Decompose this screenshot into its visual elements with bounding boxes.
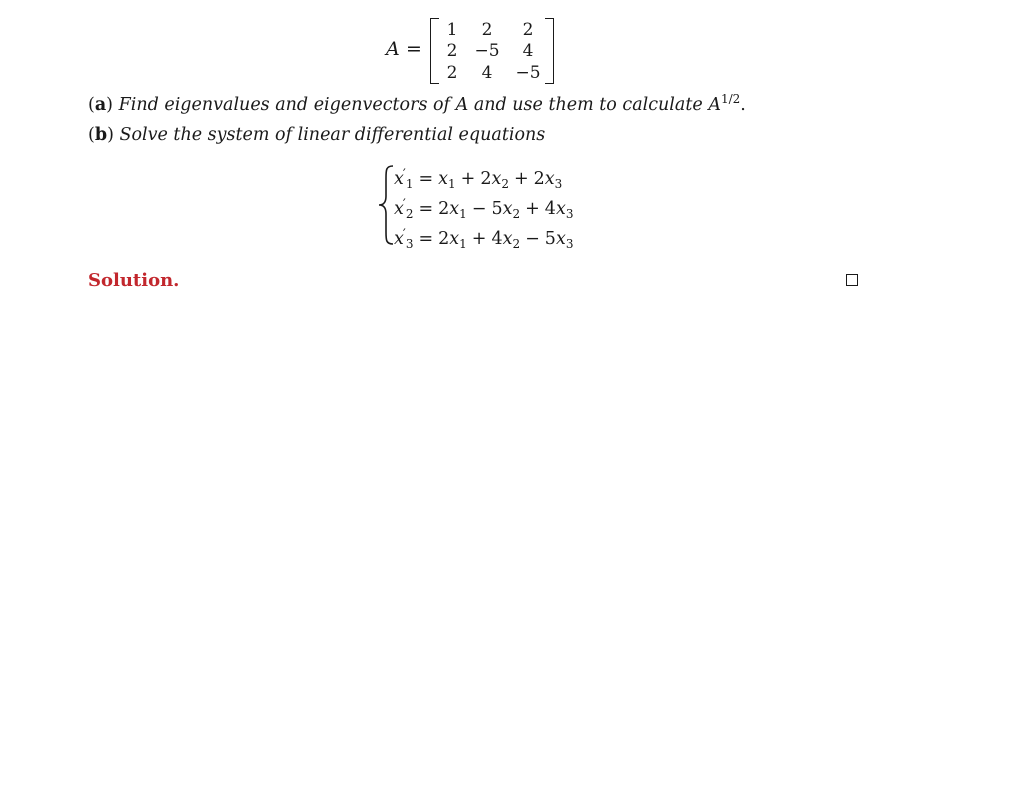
left-brace: [376, 164, 396, 246]
matrix-cell: −5: [515, 63, 541, 83]
part-b-label: (b): [88, 125, 114, 145]
equation-row: $x'_1 = x_1 + 2x_2 + 2x_3$: [394, 167, 563, 191]
right-bracket: [545, 18, 554, 84]
matrix-cell: 2: [522, 20, 534, 40]
matrix-cell: 2: [481, 20, 493, 40]
matrix-cell: −5: [474, 41, 500, 61]
power-exponent: 1/2: [720, 92, 741, 106]
matrix-cell: 4: [522, 41, 534, 61]
equals-sign: =: [406, 38, 422, 60]
part-b: [88, 125, 545, 145]
part-a-text-after: and use them to calculate: [473, 95, 703, 115]
equation-row: $x'_2 = 2x_1 - 5x_2 + 4x_3$: [394, 197, 574, 221]
part-a: [88, 92, 746, 115]
solution-label: Solution.: [88, 270, 180, 291]
part-a-symbol: A: [455, 95, 469, 115]
part-b-text: Solve the system of linear differential equations: [119, 125, 546, 145]
qed-box-icon: [846, 274, 858, 286]
matrix-cell: 2: [446, 41, 458, 61]
part-a-period: .: [740, 95, 746, 115]
matrix-name: A: [386, 38, 400, 60]
power-base: A: [708, 95, 721, 115]
equation-row: $x'_3 = 2x_1 + 4x_2 - 5x_3$: [394, 227, 574, 251]
part-a-label: (a): [88, 95, 113, 115]
matrix-cell: 2: [446, 63, 458, 83]
matrix-cell: 4: [481, 63, 493, 83]
matrix-cell: 1: [446, 20, 458, 40]
part-a-text-before: Find eigenvalues and eigenvectors of: [118, 95, 451, 115]
